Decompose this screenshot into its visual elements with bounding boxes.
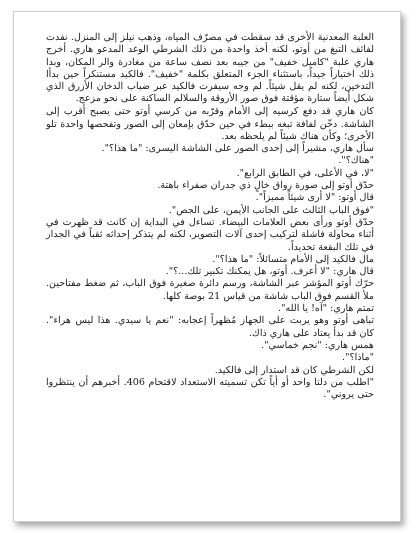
page-text <box>46 32 374 401</box>
paragraph: لكن الشرطي كان قد استدار إلى فالكيد. <box>214 364 374 376</box>
paragraph: حدّق أوتو إلى صورة رواق خالٍ ذي جدران صفراء باهتة. <box>157 180 374 192</box>
paragraph: "هناك؟". <box>338 155 374 167</box>
paragraph: حدّق أوتو ورأى بعض العلامات البيضاء. تساءل في البداية إن كانت قد ظهرت في أثناء محاولة فاشلة لتركيب إحدى آلات التصوير، لكنه لم يتذكر إحداثه ثقباً في الجدار في تلك البقعة تحديداً. <box>46 216 374 253</box>
paragraph: "ماذا؟". <box>342 352 374 364</box>
document-page <box>13 11 401 522</box>
paragraph: حرّك أوتو المؤشر عبر الشاشة، ورسم دائرة صغيرة فوق الباب، ثم ضغط مفتاحين. ملأ القسم فوق الباب شاشة من قياس 21 بوصة كلها. <box>46 278 374 302</box>
paragraph: "فوق الباب الثالث على الجانب الأيمن، على الجص". <box>168 204 374 216</box>
paragraph: قال هاري: "لا أعرف. أوتو، هل يمكنك تكبير تلك...؟". <box>165 266 374 278</box>
paragraph: قال أوتو: "لا أرى شيئاً مميزاً". <box>255 192 374 204</box>
paragraph: "اطلب من دلتا واحد أو أياً تكن تسميته الاستعداد لاقتحام 406. أخبرهم أن ينتظروا حتى يروني". <box>46 376 375 401</box>
paragraph: كان هاري قد دفع كرسيه إلى الأمام وقرّبه من كرسي أوتو حتى يصبح أقرب إلى الشاشة. دخّن لفافة تبغه ببطء في حين حدّق بإمعان إلى الصور وتفحصها واحدة تلو الأخرى؛ وكأن هناك شيئاً لم يلحظه بعد. <box>46 106 374 142</box>
paragraph: سأل هاري، مشيراً إلى إحدى الصور على الشاشة اليسرى: "ما هذا؟". <box>101 143 374 155</box>
paragraph: العلبة المعدنية الأخرى قد سقطت في مصرّف المياه، وذهب نيلز إلى المنزل. نفدت لفائف التبغ من أوتو، لكنه أخذ واحدة من ذلك الشرطي الوغد المدعو هاري. أخرج هاري علبة "كاميل خفيف" من جيبه بعد نصف ساعة من مغادرة والر المكان، وبدا ذلك اختياراً جيداً، باستثناء الجزء المتعلق بكلمة "خفيف". فالكيد مستنكراً حين بدأا التدخين، لكنه لم يقل شيئاً. لم وجه سيفرت فالكيد عبر ضباب الدخان الأزرق الذي شكل أيضاً ستارة مؤقتة فوق صور الأروقة والسلالم الساكنة على نحو مزعج. <box>46 32 374 105</box>
paragraph: تباهى أوتو وهو يربت على الجهاز مُظهراً إعجابه: "نعم يا سيدي. هذا ليس هراء". كان قد بدأ يعتاد على هاري ذاك. <box>46 315 374 339</box>
paragraph: "لا، في الأعلى، في الطابق الرابع". <box>236 167 374 179</box>
paragraph: همس هاري: "نجم خماسي". <box>261 339 374 351</box>
paragraph: تمتم هاري: "آه! يا الله". <box>278 303 374 315</box>
paragraph: مال فالكيد إلى الأمام متسائلاً: "ما هذا؟". <box>212 253 374 265</box>
